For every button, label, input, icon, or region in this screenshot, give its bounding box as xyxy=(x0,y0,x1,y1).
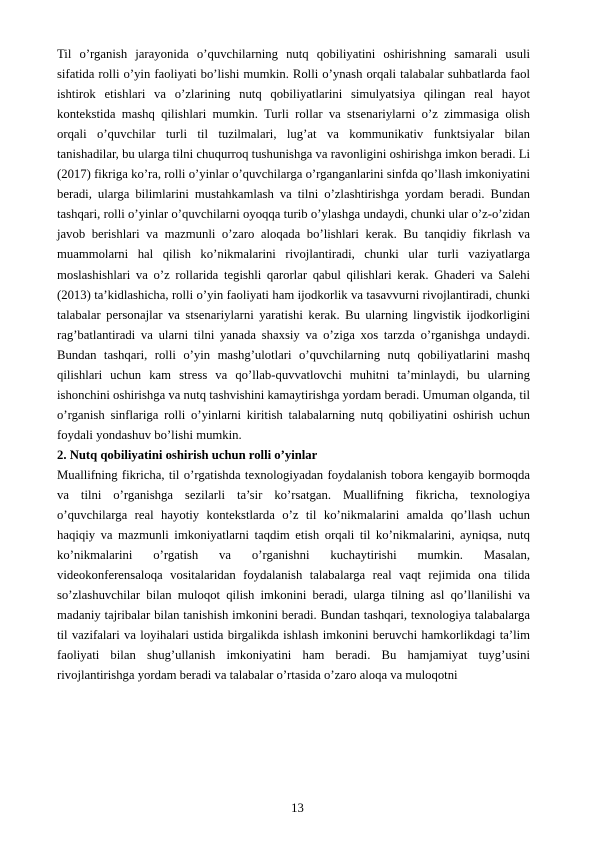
body-paragraph: Til o’rganish jarayonida o’quvchilarning nutq qobiliyatini oshirishning samarali usuli sifatida rolli o’yin faoliyati bo’lishi mumkin. Rolli o’ynash orqali talabalar suhbatlarda faol ishtirok etishlari va o’zlarining nutq qobiliyatlarini simulyatsiya qilingan real hayot kontekstida mashq qilishlari mumkin. Turli rollar va stsenariylarni o’z zimmasiga olish orqali o’quvchilar turli til tuzilmalari, lug’at va kommunikativ funktsiyalar bilan tanishadilar, bu ularga tilni chuqurroq tushunishga va ravonligini oshirishga imkon beradi. Li (2017) fikriga ko’ra, rolli o’yinlar o’quvchilarga o’rganganlarini sinfda qo’llash imkoniyatini beradi, ularga bilimlarini mustahkamlash va tilni o’zlashtirishga yordam beradi. Bundan tashqari, rolli o’yinlar o’quvchilarni oyoqqa turib o’ylashga undaydi, chunki ular o’z-o’zidan javob berishlari va mazmunli o’zaro aloqada bo’lishlari kerak. Bu tanqidiy fikrlash va muammolarni hal qilish ko’nikmalarini rivojlantiradi, chunki ular turli vaziyatlarga moslashishlari va o’z rollarida tegishli qarorlar qabul qilishlari kerak. Ghaderi va Salehi (2013) ta’kidlashicha, rolli o’yin faoliyati ham ijodkorlik va tasavvurni rivojlantiradi, chunki talabalar personajlar va stsenariylarni yaratishi kerak. Bu ularning lingvistik ijodkorligini rag’batlantiradi va ularni tilni yanada shaxsiy va o’ziga xos tarzda o’rganishga undaydi. Bundan tashqari, rolli o’yin mashg’ulotlari o’quvchilarning nutq qobiliyatlarini mashq qilishlari uchun kam stress va qo’llab-quvvatlovchi muhitni ta’minlaydi, bu ularning ishonchini oshirishga va nutq tashvishini kamaytirishga yordam beradi. Umuman olganda, til o’rganish sinflariga rolli o’yinlarni kiritish talabalarning nutq qobiliyatini oshirish uchun foydali yondashuv bo’lishi mumkin. xyxy=(57,47,530,442)
document-body xyxy=(57,44,530,686)
page-number: 13 xyxy=(291,801,304,815)
body-paragraph: Muallifning fikricha, til o’rgatishda texnologiyadan foydalanish tobora kengayib bormoqda va tilni o’rganishga sezilarli ta’sir ko’rsatgan. Muallifning fikricha, texnologiya o’quvchilarga real hayotiy kontekstlarda o’z til ko’nikmalarini amalda qo’llash uchun haqiqiy va mazmunli imkoniyatlarni taqdim etish orqali til ko’nikmalarini, ayniqsa, nutq ko’nikmalarini o’rgatish va o’rganishni kuchaytirishi mumkin. Masalan, videokonferensaloqa vositalaridan foydalanish talabalarga real vaqt rejimida ona tilida so’zlashuvchilar bilan muloqot qilish imkonini beradi, ularga tilning asl qo’llanilishi va madaniy tajribalar bilan tanishish imkonini beradi. Bundan tashqari, texnologiya talabalarga til vazifalari va loyihalari ustida birgalikda ishlash imkonini beruvchi hamkorlikdagi ta’lim faoliyati bilan shug’ullanish imkoniyatini ham beradi. Bu hamjamiyat tuyg’usini rivojlantirishga yordam beradi va talabalar o’rtasida o’zaro aloqa va muloqotni xyxy=(57,467,530,683)
section-heading: 2. Nutq qobiliyatini oshirish uchun rolli o’yinlar xyxy=(57,447,318,462)
